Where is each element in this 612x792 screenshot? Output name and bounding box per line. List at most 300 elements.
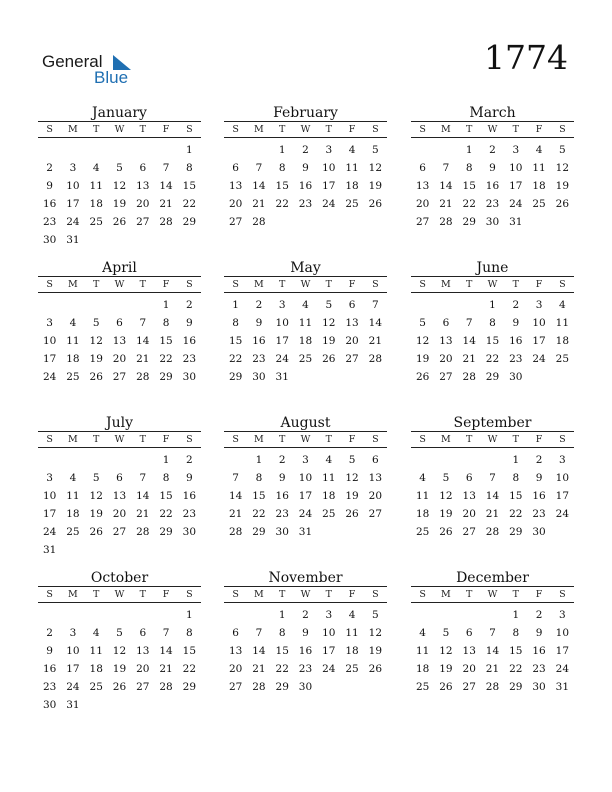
day-cell: 7	[162, 627, 170, 639]
day-cell: 27	[439, 371, 453, 383]
day-cell: 9	[535, 627, 543, 639]
day-cell: 17	[275, 335, 289, 347]
weekday-rule	[224, 137, 387, 138]
day-cell: 10	[322, 162, 336, 174]
day-cell: 12	[89, 490, 103, 502]
day-cell: 20	[439, 353, 453, 365]
day-cell: 5	[116, 162, 123, 174]
day-cell: 13	[112, 490, 127, 502]
day-cell: 30	[42, 234, 57, 246]
day-cell: 7	[442, 162, 450, 174]
month-title: February	[273, 105, 338, 121]
weekday-label: S	[46, 589, 53, 600]
day-cell: 20	[368, 490, 383, 502]
weekday-label: W	[300, 434, 311, 445]
day-cell: 23	[298, 198, 313, 210]
weekday-rule	[38, 292, 201, 293]
day-cell: 21	[159, 663, 173, 675]
empty-day-cell	[108, 141, 131, 159]
weekday-label: S	[559, 434, 566, 445]
month-august	[224, 414, 387, 541]
weekday-label: F	[162, 279, 170, 290]
day-cell: 13	[415, 180, 430, 192]
weekday-label: F	[348, 434, 356, 445]
day-cell: 13	[462, 645, 476, 657]
day-cell: 10	[275, 317, 289, 329]
day-cell: 6	[116, 317, 123, 329]
day-cell: 21	[368, 335, 383, 347]
day-cell: 24	[42, 526, 57, 538]
day-cell: 19	[368, 645, 383, 657]
day-cell: 13	[462, 490, 476, 502]
weekday-label: M	[254, 124, 264, 135]
day-cell: 6	[465, 627, 473, 639]
weekday-rule	[411, 292, 574, 293]
day-cell: 17	[66, 198, 80, 210]
day-cell: 26	[322, 353, 336, 365]
day-cell: 27	[228, 216, 243, 228]
weekday-label: T	[279, 589, 286, 600]
day-cell: 21	[252, 198, 266, 210]
day-cell: 28	[228, 526, 243, 538]
day-cell: 27	[112, 526, 127, 538]
weekday-header	[38, 122, 201, 137]
day-cell: 24	[322, 663, 336, 675]
day-cell: 13	[136, 180, 150, 192]
day-cell: 12	[368, 162, 383, 174]
day-cell: 17	[42, 508, 57, 520]
day-cell: 20	[112, 353, 127, 365]
day-cell: 22	[462, 198, 476, 210]
weekday-label: W	[487, 124, 498, 135]
day-cell: 17	[555, 490, 570, 502]
day-cell: 14	[462, 335, 476, 347]
day-cell: 15	[462, 180, 476, 192]
day-cell: 25	[555, 353, 570, 365]
day-cell: 24	[275, 353, 289, 365]
day-cell: 24	[555, 508, 570, 520]
day-cell: 15	[159, 335, 173, 347]
day-cell: 14	[159, 180, 173, 192]
weekday-label: M	[441, 434, 451, 445]
empty-day-cell	[38, 606, 61, 624]
day-cell: 10	[42, 335, 57, 347]
day-cell: 22	[159, 353, 173, 365]
day-cell: 5	[325, 299, 333, 311]
day-cell: 1	[512, 454, 520, 466]
weekday-label: W	[487, 589, 498, 600]
month-june	[411, 259, 574, 386]
day-cell: 10	[555, 472, 570, 484]
day-cell: 6	[232, 627, 239, 639]
day-cell: 26	[345, 508, 359, 520]
day-cell: 1	[278, 609, 286, 621]
day-cell: 13	[228, 645, 243, 657]
day-cell: 5	[559, 144, 566, 156]
weekday-label: T	[93, 434, 100, 445]
weekday-header	[224, 122, 387, 137]
day-cell: 12	[112, 645, 127, 657]
day-cell: 30	[532, 681, 546, 693]
day-cell: 26	[368, 198, 383, 210]
weekday-label: T	[512, 279, 519, 290]
day-cell: 23	[275, 508, 289, 520]
weekday-label: S	[419, 589, 426, 600]
day-cell: 25	[532, 198, 546, 210]
weekday-label: W	[114, 589, 125, 600]
day-cell: 30	[275, 526, 289, 538]
day-cell: 4	[348, 144, 356, 156]
day-cell: 30	[298, 681, 313, 693]
day-cell: 11	[89, 645, 103, 657]
day-cell: 14	[228, 490, 243, 502]
day-cell: 13	[228, 180, 243, 192]
day-grid	[38, 451, 201, 559]
day-cell: 14	[252, 645, 266, 657]
day-cell: 14	[159, 645, 173, 657]
day-cell: 18	[66, 508, 80, 520]
month-december	[411, 569, 574, 696]
day-cell: 26	[439, 526, 453, 538]
empty-day-cell	[224, 606, 247, 624]
day-cell: 23	[182, 353, 197, 365]
day-cell: 28	[159, 216, 173, 228]
month-title: July	[105, 415, 133, 431]
day-cell: 31	[298, 526, 313, 538]
day-cell: 27	[112, 371, 127, 383]
day-cell: 31	[42, 544, 57, 556]
weekday-rule	[38, 602, 201, 603]
day-cell: 16	[532, 490, 546, 502]
day-cell: 24	[42, 371, 57, 383]
day-cell: 3	[69, 162, 77, 174]
day-cell: 30	[182, 526, 197, 538]
day-cell: 19	[112, 663, 127, 675]
empty-day-cell	[38, 141, 61, 159]
month-title: June	[476, 260, 509, 276]
day-cell: 3	[46, 317, 53, 329]
weekday-label: M	[254, 434, 264, 445]
day-cell: 3	[325, 144, 333, 156]
weekday-rule	[411, 447, 574, 448]
day-cell: 21	[136, 508, 150, 520]
month-title: January	[92, 105, 147, 121]
day-cell: 18	[532, 180, 546, 192]
empty-day-cell	[85, 451, 108, 469]
month-november	[224, 569, 387, 696]
day-cell: 2	[512, 299, 520, 311]
day-cell: 11	[298, 317, 313, 329]
day-cell: 27	[462, 526, 476, 538]
day-cell: 1	[255, 454, 263, 466]
empty-day-cell	[108, 451, 131, 469]
day-cell: 24	[66, 216, 80, 228]
day-cell: 29	[509, 681, 523, 693]
day-cell: 3	[325, 609, 333, 621]
day-cell: 13	[136, 645, 150, 657]
day-cell: 8	[186, 162, 193, 174]
day-cell: 1	[512, 609, 520, 621]
empty-day-cell	[154, 606, 177, 624]
day-cell: 24	[298, 508, 313, 520]
day-cell: 2	[46, 162, 53, 174]
weekday-label: M	[68, 589, 78, 600]
weekday-label: W	[300, 279, 311, 290]
day-cell: 29	[159, 526, 173, 538]
day-cell: 31	[66, 234, 80, 246]
weekday-label: T	[139, 434, 146, 445]
day-cell: 16	[532, 645, 546, 657]
day-cell: 11	[345, 627, 359, 639]
weekday-label: S	[46, 434, 53, 445]
day-cell: 23	[42, 216, 57, 228]
day-cell: 8	[232, 317, 239, 329]
day-cell: 11	[66, 335, 80, 347]
day-cell: 28	[462, 371, 476, 383]
day-cell: 2	[186, 299, 193, 311]
empty-day-cell	[108, 606, 131, 624]
empty-day-cell	[131, 606, 154, 624]
day-cell: 18	[89, 663, 103, 675]
day-cell: 10	[66, 645, 80, 657]
day-cell: 25	[415, 526, 430, 538]
day-cell: 9	[512, 317, 520, 329]
day-cell: 11	[322, 472, 336, 484]
day-cell: 8	[278, 162, 286, 174]
day-cell: 8	[489, 317, 496, 329]
weekday-label: W	[300, 124, 311, 135]
year-title: 1774	[484, 38, 568, 77]
day-cell: 26	[89, 371, 103, 383]
day-cell: 15	[159, 490, 173, 502]
day-cell: 4	[419, 472, 426, 484]
day-cell: 16	[298, 180, 313, 192]
day-cell: 9	[186, 472, 193, 484]
day-cell: 10	[509, 162, 523, 174]
day-cell: 18	[415, 663, 430, 675]
day-cell: 13	[368, 472, 383, 484]
empty-day-cell	[154, 141, 177, 159]
day-cell: 7	[489, 627, 496, 639]
weekday-label: M	[441, 124, 451, 135]
weekday-label: M	[441, 589, 451, 600]
day-grid	[411, 451, 574, 541]
weekday-label: T	[139, 589, 146, 600]
day-cell: 3	[559, 454, 566, 466]
month-july	[38, 414, 201, 559]
day-cell: 6	[348, 299, 356, 311]
day-cell: 7	[255, 162, 263, 174]
weekday-label: T	[139, 279, 146, 290]
month-february	[224, 104, 387, 231]
day-cell: 23	[532, 663, 546, 675]
day-cell: 29	[228, 371, 243, 383]
day-cell: 22	[182, 663, 197, 675]
day-cell: 24	[532, 353, 546, 365]
day-cell: 16	[42, 663, 57, 675]
day-cell: 26	[415, 371, 430, 383]
day-cell: 28	[252, 216, 266, 228]
day-cell: 11	[415, 490, 430, 502]
weekday-label: T	[279, 279, 286, 290]
day-cell: 27	[415, 216, 430, 228]
weekday-label: W	[114, 279, 125, 290]
weekday-header	[38, 587, 201, 602]
day-cell: 18	[345, 645, 359, 657]
weekday-label: F	[535, 589, 543, 600]
day-cell: 2	[186, 454, 193, 466]
day-cell: 25	[89, 216, 103, 228]
day-cell: 19	[439, 663, 453, 675]
month-title: May	[290, 260, 321, 276]
day-cell: 6	[419, 162, 426, 174]
day-cell: 12	[112, 180, 127, 192]
day-cell: 7	[162, 162, 170, 174]
day-cell: 5	[372, 609, 379, 621]
empty-day-cell	[411, 606, 434, 624]
weekday-label: S	[186, 589, 193, 600]
day-cell: 28	[252, 681, 266, 693]
day-cell: 5	[442, 472, 450, 484]
month-october	[38, 569, 201, 714]
empty-day-cell	[38, 451, 61, 469]
weekday-label: T	[325, 589, 332, 600]
empty-day-cell	[85, 606, 108, 624]
day-cell: 25	[345, 198, 359, 210]
day-cell: 17	[42, 353, 57, 365]
day-cell: 16	[182, 335, 197, 347]
month-april	[38, 259, 201, 386]
day-cell: 8	[162, 317, 170, 329]
weekday-label: S	[419, 279, 426, 290]
day-cell: 10	[322, 627, 336, 639]
day-grid	[224, 296, 387, 386]
day-cell: 20	[112, 508, 127, 520]
day-cell: 19	[415, 353, 430, 365]
empty-day-cell	[108, 296, 131, 314]
weekday-header	[411, 432, 574, 447]
day-grid	[224, 451, 387, 541]
day-cell: 30	[42, 699, 57, 711]
day-cell: 31	[555, 681, 570, 693]
weekday-label: M	[68, 124, 78, 135]
weekday-label: T	[325, 434, 332, 445]
day-cell: 7	[232, 472, 239, 484]
empty-day-cell	[434, 296, 457, 314]
day-cell: 26	[112, 681, 127, 693]
day-cell: 5	[92, 317, 100, 329]
day-cell: 23	[532, 508, 546, 520]
day-cell: 19	[345, 490, 359, 502]
month-march	[411, 104, 574, 231]
weekday-label: W	[487, 434, 498, 445]
day-cell: 28	[485, 526, 500, 538]
day-cell: 30	[532, 526, 546, 538]
month-january	[38, 104, 201, 249]
weekday-label: S	[232, 124, 239, 135]
weekday-label: T	[279, 434, 286, 445]
day-cell: 28	[439, 216, 453, 228]
weekday-label: F	[535, 279, 543, 290]
day-cell: 3	[278, 299, 286, 311]
day-cell: 22	[182, 198, 197, 210]
day-cell: 4	[302, 299, 309, 311]
weekday-rule	[411, 602, 574, 603]
day-cell: 18	[415, 508, 430, 520]
day-cell: 8	[278, 627, 286, 639]
weekday-header	[38, 277, 201, 292]
day-cell: 23	[298, 663, 313, 675]
day-cell: 10	[66, 180, 80, 192]
weekday-label: T	[139, 124, 146, 135]
empty-day-cell	[411, 451, 434, 469]
day-cell: 29	[485, 371, 500, 383]
day-cell: 27	[228, 681, 243, 693]
day-cell: 12	[89, 335, 103, 347]
empty-day-cell	[411, 141, 434, 159]
day-cell: 21	[485, 508, 500, 520]
logo-text-general: General	[42, 52, 103, 71]
day-cell: 8	[255, 472, 263, 484]
weekday-header	[411, 122, 574, 137]
day-cell: 29	[182, 681, 197, 693]
day-cell: 7	[255, 627, 263, 639]
day-cell: 20	[462, 663, 476, 675]
weekday-header	[224, 277, 387, 292]
day-grid	[411, 296, 574, 386]
day-cell: 4	[69, 472, 77, 484]
day-cell: 17	[532, 335, 546, 347]
day-cell: 29	[252, 526, 266, 538]
day-cell: 24	[66, 681, 80, 693]
weekday-label: F	[348, 124, 356, 135]
day-cell: 9	[186, 317, 193, 329]
day-cell: 4	[92, 162, 100, 174]
empty-day-cell	[247, 606, 270, 624]
day-cell: 20	[415, 198, 430, 210]
day-cell: 4	[419, 627, 426, 639]
weekday-label: M	[254, 279, 264, 290]
day-grid	[224, 141, 387, 231]
empty-day-cell	[131, 141, 154, 159]
day-cell: 2	[535, 454, 543, 466]
day-cell: 21	[439, 198, 453, 210]
weekday-label: T	[93, 589, 100, 600]
day-cell: 14	[136, 335, 150, 347]
day-cell: 3	[512, 144, 520, 156]
day-cell: 19	[89, 353, 103, 365]
empty-day-cell	[481, 451, 504, 469]
day-cell: 23	[509, 353, 523, 365]
month-title: March	[469, 105, 516, 121]
day-cell: 16	[42, 198, 57, 210]
day-cell: 15	[182, 180, 197, 192]
weekday-label: S	[232, 279, 239, 290]
day-cell: 16	[252, 335, 266, 347]
day-cell: 2	[302, 144, 309, 156]
day-cell: 9	[489, 162, 496, 174]
empty-day-cell	[61, 451, 84, 469]
day-cell: 23	[182, 508, 197, 520]
weekday-label: S	[419, 434, 426, 445]
day-cell: 11	[532, 162, 546, 174]
weekday-label: W	[114, 124, 125, 135]
day-cell: 14	[485, 490, 500, 502]
weekday-rule	[38, 447, 201, 448]
day-cell: 4	[348, 609, 356, 621]
month-title: October	[90, 570, 149, 586]
day-grid	[411, 141, 574, 231]
